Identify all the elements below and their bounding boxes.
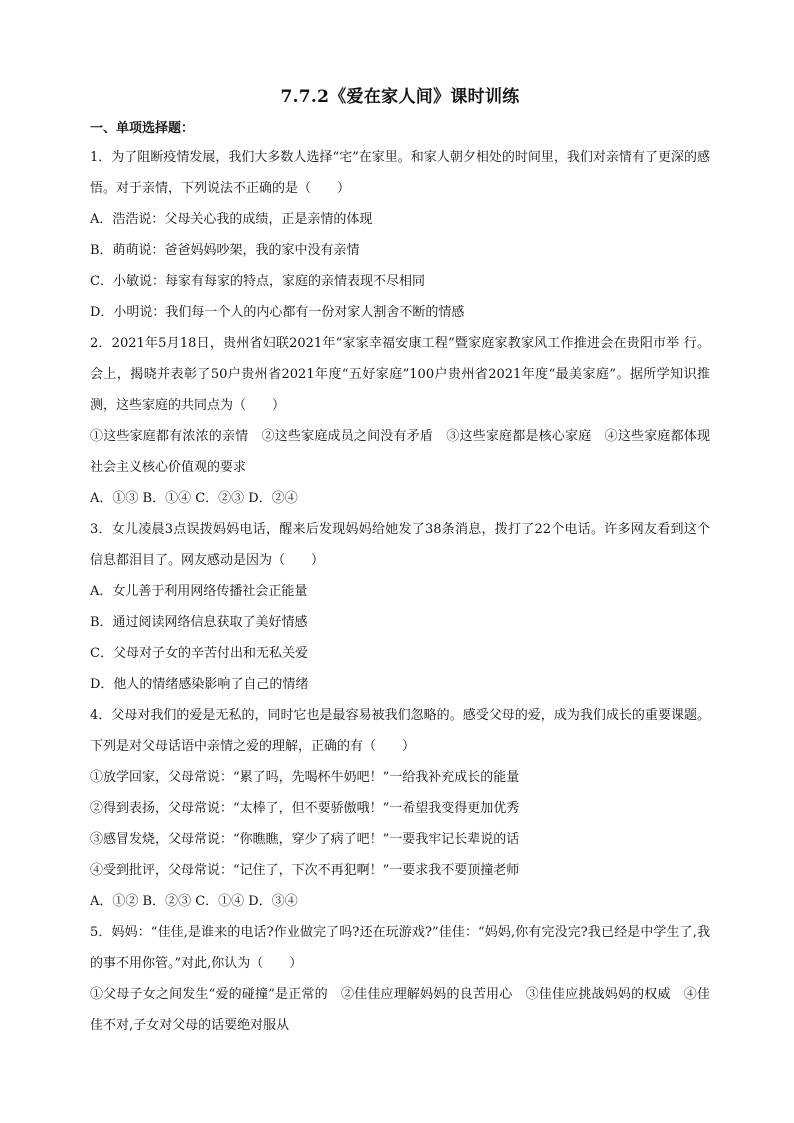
question-statements: ①父母子女之间发生“爱的碰撞”是正常的 ②佳佳应理解妈妈的良苦用心 ③佳佳应挑战妈妈的权威 ④佳佳不对,子女对父母的话要绝对服从 — [90, 987, 710, 1033]
page-title: 7.7.2《爱在家人间》课时训练 — [280, 87, 520, 107]
options-inline: A．①③ B．①④ C．②③ D．②④ — [90, 491, 298, 506]
question-stem: 1．为了阻断疫情发展，我们大多数人选择“宅”在家里。和家人朝夕相处的时间里，我们对亲情有了更深的感悟。对于亲情，下列说法不正确的是（ ） — [90, 150, 710, 196]
option-c: C．父母对子女的辛苦付出和无私关爱 — [90, 646, 308, 661]
document-page — [90, 84, 710, 1041]
statement-3: ③感冒发烧，父母常说：“你瞧瞧，穿少了病了吧！”一要我牢记长辈说的话 — [90, 832, 520, 847]
question-4 — [90, 700, 710, 917]
options-inline: A．①② B．②③ C．①④ D．③④ — [90, 894, 298, 909]
question-2 — [90, 328, 710, 514]
question-1 — [90, 142, 710, 328]
option-a: A．女儿善于利用网络传播社会正能量 — [90, 584, 308, 599]
option-c: C．小敏说：每家有每家的特点，家庭的亲情表现不尽相同 — [90, 274, 425, 289]
question-stem: 5．妈妈：“佳佳,是谁来的电话?作业做完了吗?还在玩游戏?”佳佳：“妈妈,你有完没完?我已经是中学生了,我的事不用你管。”对此,你认为（ ） — [90, 925, 710, 971]
question-statements: ①这些家庭都有浓浓的亲情 ②这些家庭成员之间没有矛盾 ③这些家庭都是核心家庭 ④这些家庭都体现社会主义核心价值观的要求 — [90, 429, 710, 475]
statement-2: ②得到表扬，父母常说：“太棒了，但不要骄傲哦！”一希望我变得更加优秀 — [90, 801, 520, 816]
question-3 — [90, 514, 710, 700]
question-5 — [90, 917, 710, 1041]
statement-1: ①放学回家，父母常说：“累了吗，先喝杯牛奶吧！”一给我补充成长的能量 — [90, 770, 520, 785]
question-stem: 2．2021年5月18日，贵州省妇联2021年“家家幸福安康工程”暨家庭家教家风工作推进会在贵阳市举 行。会上，揭晓并表彰了50户贵州省2021年度“五好家庭”100户贵州省2021年度“最美家庭”。据所学知识推测，这些家庭的共同点为（ ） — [90, 336, 710, 413]
option-a: A．浩浩说：父母关心我的成绩，正是亲情的体现 — [90, 212, 373, 227]
question-stem: 4．父母对我们的爱是无私的，同时它也是最容易被我们忽略的。感受父母的爱，成为我们成长的重要课题。下列是对父母话语中亲情之爱的理解，正确的有（ ） — [90, 708, 710, 754]
option-b: B．萌萌说：爸爸妈妈吵架，我的家中没有亲情 — [90, 243, 360, 258]
statement-4: ④受到批评，父母常说：“记住了，下次不再犯啊！”一要求我不要顶撞老师 — [90, 863, 520, 878]
section-heading: 一、单项选择题： — [90, 121, 195, 136]
question-stem: 3．女儿凌晨3点误拨妈妈电话，醒来后发现妈妈给她发了38条消息，拨打了22个电话。许多网友看到这个信息都泪目了。网友感动是因为（ ） — [90, 522, 710, 568]
option-d: D．小明说：我们每一个人的内心都有一份对家人割舍不断的情感 — [90, 305, 465, 320]
option-b: B．通过阅读网络信息获取了美好情感 — [90, 615, 308, 630]
option-d: D．他人的情绪感染影响了自己的情绪 — [90, 677, 309, 692]
